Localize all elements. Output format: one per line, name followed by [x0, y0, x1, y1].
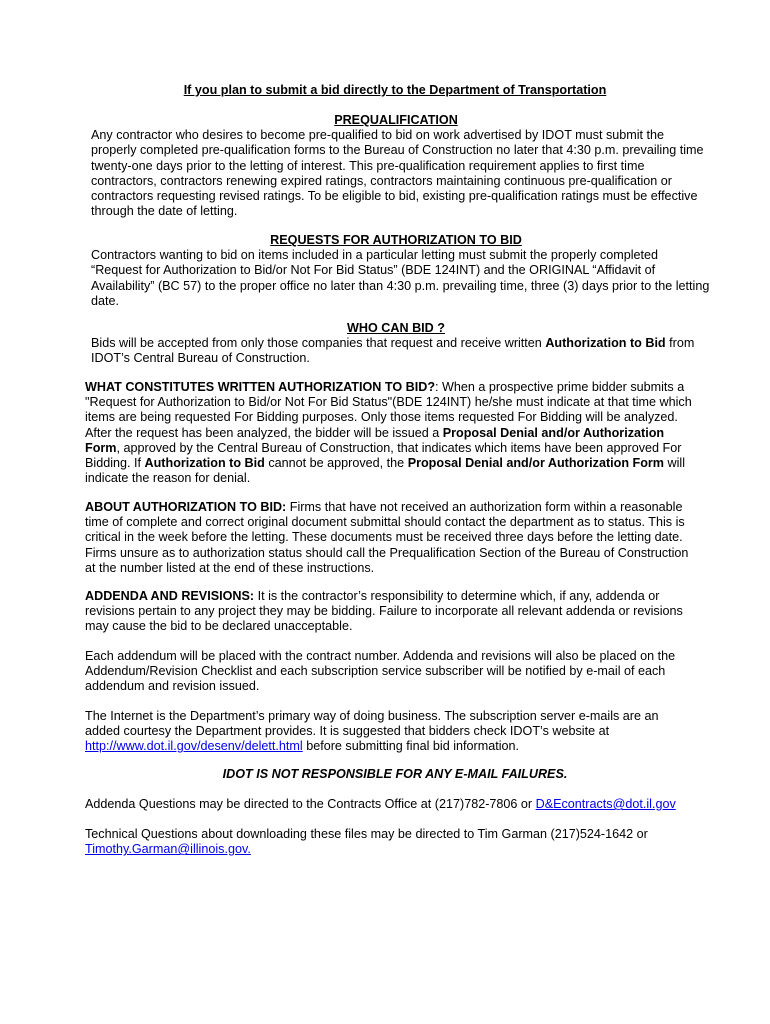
- addenda-revisions-section: [85, 589, 695, 635]
- technical-questions-body: [85, 827, 695, 857]
- page-title: If you plan to submit a bid directly to the Department of Transportation: [183, 83, 607, 97]
- internet-text: The Internet is the Department’s primary way of doing business. The subscription server e-mails are an added courtesy the Department provides. It is suggested that bidders check IDOT’s website at: [85, 709, 659, 739]
- addenda-questions-body: [85, 797, 695, 812]
- technical-questions-paragraph: [85, 827, 695, 857]
- prequalification-section: [91, 113, 711, 219]
- internet-text-end: before submitting final bid information.: [302, 739, 520, 754]
- contracts-email-link[interactable]: D&Econtracts@dot.il.gov: [535, 797, 676, 811]
- who-can-bid-body: [91, 336, 711, 366]
- authorization-to-bid-bold-2: Authorization to Bid: [144, 456, 265, 471]
- written-authorization-section: [85, 380, 695, 486]
- addenda-revisions-body: [85, 589, 695, 635]
- who-can-bid-text: Bids will be accepted from only those companies that request and receive written: [91, 336, 546, 351]
- written-authorization-text-2: , approved by the Central Bureau of Construction, that indicates which items have been approved For Bidding. If: [85, 440, 682, 471]
- written-authorization-text-3: cannot be approved, the: [264, 456, 408, 471]
- written-authorization-text-4: will indicate the reason for denial.: [85, 456, 686, 486]
- who-can-bid-section: [91, 321, 711, 367]
- written-authorization-body: [85, 380, 695, 486]
- who-can-bid-heading: WHO CAN BID ?: [347, 321, 445, 335]
- who-can-bid-text-end: from IDOT’s Central Bureau of Construction.: [91, 336, 695, 366]
- authorization-to-bid-bold: Authorization to Bid: [545, 336, 666, 351]
- idot-website-link[interactable]: http://www.dot.il.gov/desenv/delett.html: [85, 739, 303, 754]
- proposal-denial-bold-1: Proposal Denial and/or Authorization Form: [85, 425, 665, 455]
- addenda-questions-text: Addenda Questions may be directed to the Contracts Office at (217)782-7806 or: [85, 797, 536, 811]
- addenda-revisions-text: It is the contractor’s responsibility to determine which, if any, addenda or revisions pertain to any project they may be bidding. Failure to incorporate all relevant addenda or revisions may cause the bid to be declared unacceptable.: [85, 589, 683, 634]
- technical-questions-text: Technical Questions about downloading these files may be directed to Tim Garman (217)524-1642 or: [85, 827, 648, 841]
- prequalification-body: Any contractor who desires to become pre-qualified to bid on work advertised by IDOT must submit the properly completed pre-qualification forms to the Bureau of Construction no later that 4:30 p.m. prevailing time twenty-one days prior to the letting of interest. This pre-qualification requirement applies to first time contractors, contractors renewing expired ratings, contractors maintaining continuous pre-qualification or contractors requesting revised ratings. To be eligible to bid, existing pre-qualification ratings must be effective through the date of letting.: [91, 128, 704, 219]
- addenda-questions-paragraph: [85, 797, 695, 812]
- requests-section: [91, 233, 711, 309]
- about-authorization-label: ABOUT AUTHORIZATION TO BID:: [85, 500, 287, 514]
- proposal-denial-bold-2: Proposal Denial and/or Authorization Form: [407, 456, 665, 471]
- addendum-placed-text: Each addendum will be placed with the contract number. Addenda and revisions will also be placed on the Addendum/Revision Checklist and each subscription service subscriber will be notified by e-mail of each addendum and revision issued.: [85, 649, 676, 694]
- requests-body: Contractors wanting to bid on items included in a particular letting must submit the properly completed “Request for Authorization to Bid/or Not For Bid Status” (BDE 124INT) and the ORIGINAL “Affidavit of Availability” (BC 57) to the proper office no later than 4:30 p.m. prevailing time, three (3) days prior to the letting date.: [91, 248, 710, 308]
- written-authorization-label: WHAT CONSTITUTES WRITTEN AUTHORIZATION TO BID?: [85, 380, 436, 394]
- internet-paragraph: [85, 709, 695, 755]
- about-authorization-section: [85, 500, 695, 576]
- addenda-revisions-label: ADDENDA AND REVISIONS:: [85, 589, 255, 603]
- about-authorization-body: [85, 500, 695, 576]
- tim-garman-email-link[interactable]: Timothy.Garman@illinois.gov.: [85, 842, 251, 857]
- internet-body: [85, 709, 695, 755]
- email-failure-notice: IDOT IS NOT RESPONSIBLE FOR ANY E-MAIL FAILURES.: [222, 767, 568, 781]
- prequalification-heading: PREQUALIFICATION: [334, 113, 458, 127]
- about-authorization-text: Firms that have not received an authorization form within a reasonable time of complete and correct original document submittal should contact the department as to status. This is critical in the week before the letting. These documents must be received three days before the letting date. Firms unsure as to authorization status should call the Prequalification Section of the Bureau of Construction at the number listed at the end of these instructions.: [85, 500, 689, 575]
- requests-heading: REQUESTS FOR AUTHORIZATION TO BID: [270, 233, 522, 247]
- addendum-placed-paragraph: [85, 649, 695, 695]
- written-authorization-text-1: : When a prospective prime bidder submits a "Request for Authorization to Bid/or Not For Bid Status"(BDE 124INT) he/she must indicate at that time which items are being requested For Bidding purposes. Only those items requested For Bidding will be analyzed. After the request has been analyzed, the bidder will be issued a: [85, 380, 692, 440]
